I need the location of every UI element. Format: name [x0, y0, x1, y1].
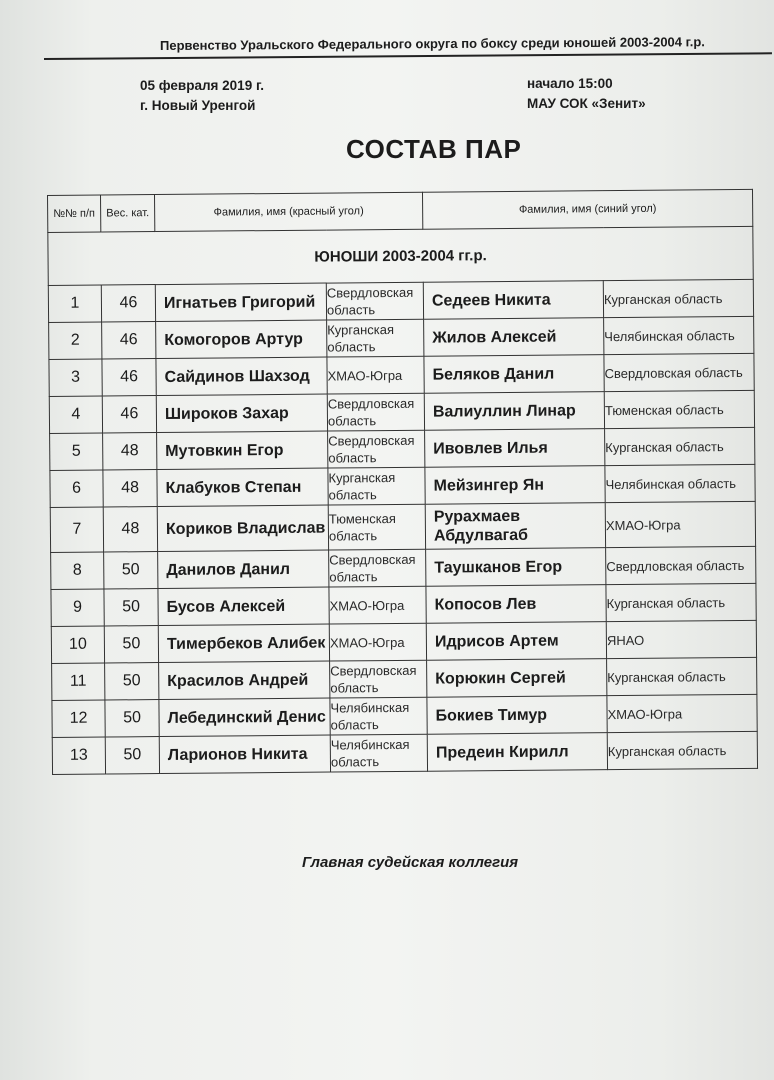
- red-corner-name: Мутовкин Егор: [157, 431, 328, 469]
- pair-number: 4: [49, 396, 102, 433]
- red-corner-region: Свердловская область: [326, 282, 423, 320]
- red-corner-name: Клабуков Степан: [157, 468, 328, 506]
- pair-number: 7: [50, 507, 103, 552]
- page-title: СОСТАВ ПАР: [346, 134, 522, 164]
- blue-corner-region: Курганская область: [603, 279, 753, 317]
- competition-title: Первенство Уральского Федерального округа по боксу среди юношей 2003-2004 г.р.: [159, 34, 705, 53]
- red-corner-name: Красилов Андрей: [159, 661, 330, 699]
- red-corner-region: Свердловская область: [329, 549, 426, 587]
- header-num: №№ п/п: [48, 195, 101, 232]
- blue-corner-name: Беляков Данил: [424, 355, 604, 394]
- table-row: [52, 731, 757, 774]
- blue-corner-name: Валиуллин Линар: [424, 392, 604, 431]
- blue-corner-region: ХМАО-Югра: [607, 694, 757, 732]
- event-date-location: [140, 76, 264, 116]
- red-corner-name: Лебединский Денис: [159, 698, 330, 736]
- pair-number: 6: [50, 470, 103, 507]
- group-label: ЮНОШИ 2003-2004 гг.р.: [48, 226, 753, 285]
- header-blue-corner: Фамилия, имя (синий угол): [423, 189, 753, 229]
- pair-number: 8: [51, 552, 104, 589]
- blue-corner-name: Ивовлев Илья: [425, 429, 605, 468]
- table-row: [51, 546, 756, 589]
- blue-corner-region: ХМАО-Югра: [605, 501, 755, 547]
- red-corner-region: ХМАО-Югра: [329, 623, 426, 661]
- header-rule: [44, 52, 772, 60]
- blue-corner-region: ЯНАО: [606, 620, 756, 658]
- blue-corner-name: Рурахмаев Абдулвагаб: [425, 503, 605, 550]
- blue-corner-region: Челябинская область: [604, 316, 754, 354]
- red-corner-region: Свердловская область: [328, 430, 425, 468]
- event-start: начало 15:00: [527, 76, 613, 91]
- weight-category: 50: [105, 663, 159, 700]
- table-row: [49, 390, 754, 433]
- pair-number: 12: [52, 700, 105, 737]
- pair-number: 5: [50, 433, 103, 470]
- blue-corner-region: Свердловская область: [604, 353, 754, 391]
- blue-corner-region: Курганская область: [605, 427, 755, 465]
- red-corner-name: Сайдинов Шахзод: [156, 357, 327, 395]
- pair-number: 9: [51, 589, 104, 626]
- weight-category: 50: [104, 626, 158, 663]
- red-corner-name: Данилов Данил: [158, 550, 329, 588]
- header-weight: Вес. кат.: [101, 195, 155, 232]
- table-row: [50, 501, 755, 552]
- pair-number: 11: [52, 663, 105, 700]
- signature-line: Главная судейская коллегия: [302, 854, 519, 871]
- weight-category: 50: [104, 589, 158, 626]
- red-corner-region: Курганская область: [328, 467, 425, 505]
- red-corner-name: Тимербеков Алибек: [158, 624, 329, 662]
- pairs-table-wrap: [47, 189, 757, 775]
- pair-number: 13: [52, 737, 105, 774]
- red-corner-name: Широков Захар: [156, 394, 327, 432]
- table-row: [49, 316, 754, 359]
- table-row: [50, 464, 755, 507]
- red-corner-name: Бусов Алексей: [158, 587, 329, 625]
- blue-corner-name: Жилов Алексей: [424, 318, 604, 357]
- blue-corner-name: Бокиев Тимур: [427, 696, 607, 735]
- red-corner-name: Кориков Владислав: [157, 505, 328, 551]
- blue-corner-region: Курганская область: [607, 731, 757, 769]
- pair-number: 10: [51, 626, 104, 663]
- weight-category: 46: [101, 285, 155, 322]
- red-corner-region: Курганская область: [327, 319, 424, 357]
- event-time-venue: [527, 74, 646, 114]
- event-venue: МАУ СОК «Зенит»: [527, 96, 646, 111]
- header-red-corner: Фамилия, имя (красный угол): [155, 192, 423, 231]
- weight-category: 50: [104, 552, 158, 589]
- weight-category: 46: [102, 396, 156, 433]
- blue-corner-region: Тюменская область: [604, 390, 754, 428]
- blue-corner-name: Копосов Лев: [426, 585, 606, 624]
- weight-category: 50: [105, 737, 159, 774]
- weight-category: 48: [103, 470, 157, 507]
- group-row: [48, 226, 753, 285]
- blue-corner-name: Предеин Кирилл: [427, 733, 607, 772]
- weight-category: 50: [105, 700, 159, 737]
- red-corner-region: Челябинская область: [330, 697, 427, 735]
- table-row: [52, 657, 757, 700]
- red-corner-name: Ларионов Никита: [159, 735, 330, 773]
- table-row: [51, 583, 756, 626]
- blue-corner-region: Курганская область: [607, 657, 757, 695]
- table-row: [49, 353, 754, 396]
- blue-corner-name: Мейзингер Ян: [425, 466, 605, 505]
- pair-number: 2: [49, 322, 102, 359]
- weight-category: 48: [103, 507, 157, 552]
- red-corner-region: ХМАО-Югра: [327, 356, 424, 394]
- pairs-table: [47, 189, 758, 775]
- blue-corner-region: Челябинская область: [605, 464, 755, 502]
- table-row: [52, 694, 757, 737]
- pair-number: 1: [48, 285, 101, 322]
- blue-corner-name: Корюкин Сергей: [427, 659, 607, 698]
- red-corner-region: Свердловская область: [330, 660, 427, 698]
- table-row: [51, 620, 756, 663]
- weight-category: 46: [102, 322, 156, 359]
- table-row: [48, 279, 753, 322]
- table-row: [50, 427, 755, 470]
- event-date: 05 февраля 2019 г.: [140, 78, 264, 93]
- blue-corner-region: Свердловская область: [606, 546, 756, 584]
- blue-corner-region: Курганская область: [606, 583, 756, 621]
- blue-corner-name: Таушканов Егор: [426, 548, 606, 587]
- red-corner-region: Тюменская область: [328, 504, 425, 550]
- blue-corner-name: Идрисов Артем: [426, 622, 606, 661]
- weight-category: 46: [102, 359, 156, 396]
- red-corner-name: Комогоров Артур: [156, 320, 327, 358]
- event-city: г. Новый Уренгой: [140, 98, 256, 113]
- table-header-row: [48, 189, 753, 232]
- red-corner-region: ХМАО-Югра: [329, 586, 426, 624]
- red-corner-region: Свердловская область: [327, 393, 424, 431]
- pair-number: 3: [49, 359, 102, 396]
- red-corner-name: Игнатьев Григорий: [155, 283, 326, 321]
- blue-corner-name: Седеев Никита: [423, 281, 603, 320]
- red-corner-region: Челябинская область: [330, 734, 427, 772]
- weight-category: 48: [103, 433, 157, 470]
